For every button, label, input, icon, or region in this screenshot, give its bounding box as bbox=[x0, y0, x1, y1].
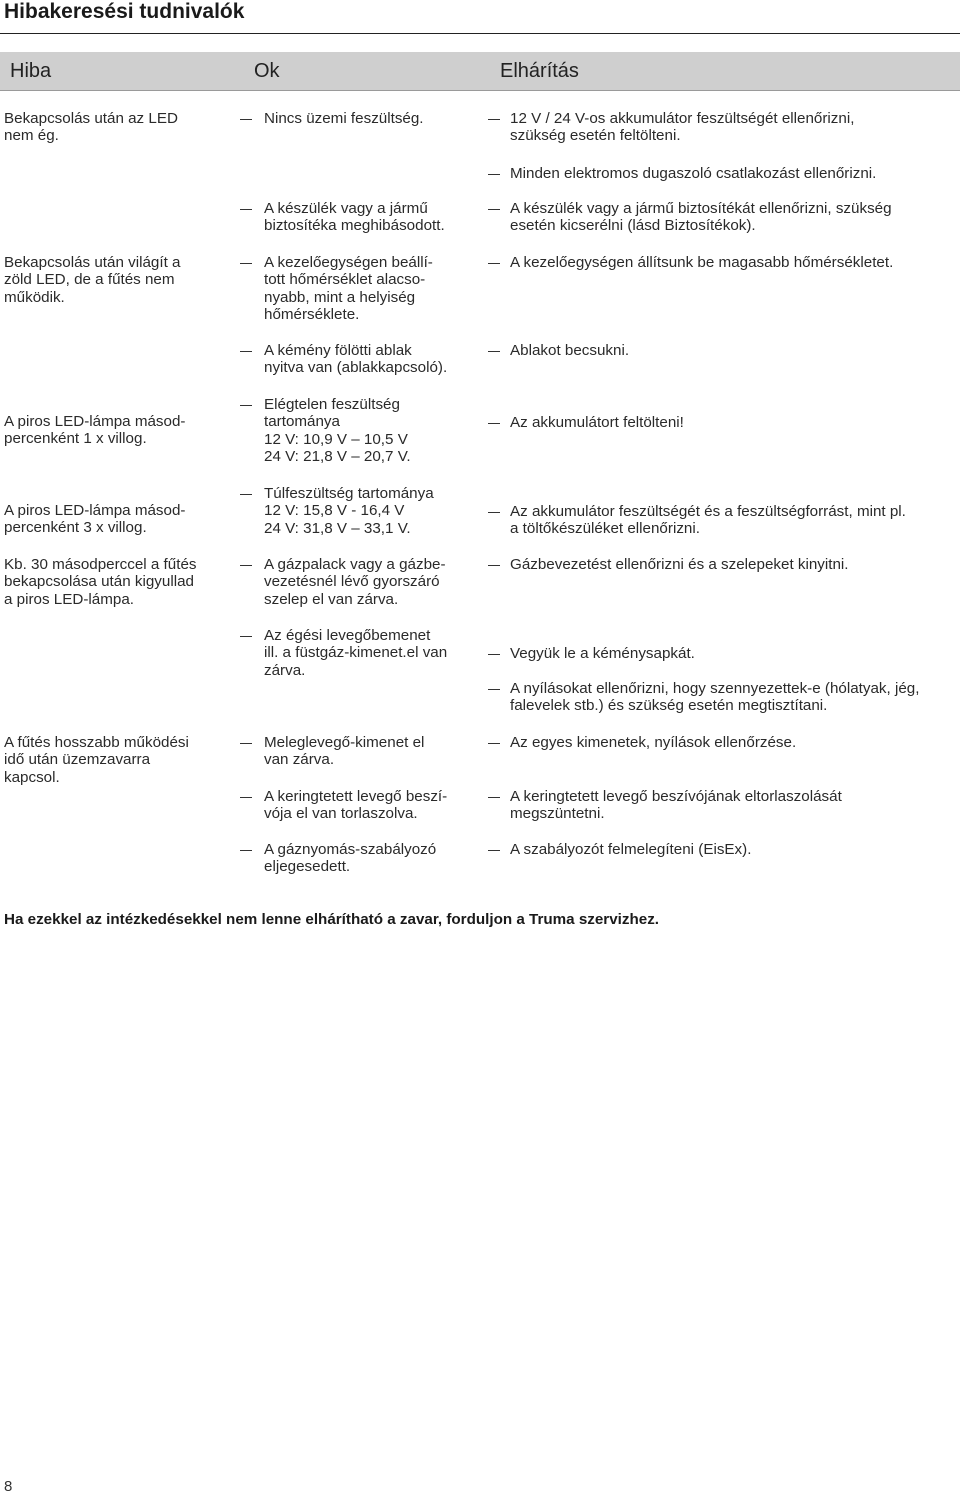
fix-close-window: Ablakot becsukni. bbox=[510, 342, 630, 359]
page-number: 8 bbox=[4, 1478, 13, 1495]
cause-setpoint-low: A kezelőegységen beállí- tott hőmérséklet alacso- nyabb, mint a helyiség hőmérséklete. bbox=[264, 254, 433, 324]
fix-check-connectors: Minden elektromos dugaszoló csatlakozást ellenőrizni. bbox=[510, 165, 877, 182]
list-dash bbox=[488, 351, 500, 352]
fix-replace-fuse: A készülék vagy a jármű biztosítékát ellenőrizni, szükség esetén kicserélni (lásd Biztosítékok). bbox=[510, 200, 892, 235]
list-dash bbox=[488, 797, 500, 798]
list-dash bbox=[488, 209, 500, 210]
list-dash bbox=[240, 263, 252, 264]
cause-no-voltage: Nincs üzemi feszültség. bbox=[264, 110, 424, 127]
fix-charge-battery: Az akkumulátort feltölteni! bbox=[510, 414, 684, 431]
cause-inlet-blocked: Az égési levegőbemenet ill. a füstgáz-kimenet.el van zárva. bbox=[264, 627, 448, 679]
list-dash bbox=[488, 654, 500, 655]
fault-shutdown-after-long-run: A fűtés hosszabb működési idő után üzemzavarra kapcsol. bbox=[4, 734, 189, 786]
list-dash bbox=[240, 636, 252, 637]
fix-check-outlets: Az egyes kimenetek, nyílások ellenőrzése. bbox=[510, 734, 797, 751]
list-dash bbox=[488, 512, 500, 513]
list-dash bbox=[240, 405, 252, 406]
fix-unblock-recirc: A keringtetett levegő beszívójának eltorlaszolását megszüntetni. bbox=[510, 788, 842, 823]
cause-undervoltage: Elégtelen feszültség tartománya 12 V: 10,9 V – 10,5 V 24 V: 21,8 V – 20,7 V. bbox=[264, 396, 411, 466]
cause-window-open: A kémény fölötti ablak nyitva van (ablakkapcsoló). bbox=[264, 342, 448, 377]
list-dash bbox=[488, 423, 500, 424]
fix-open-gas: Gázbevezetést ellenőrizni és a szelepeket kinyitni. bbox=[510, 556, 849, 573]
list-dash bbox=[240, 209, 252, 210]
cause-warm-air-closed: Meleglevegő-kimenet el van zárva. bbox=[264, 734, 425, 769]
cause-fuse-defect: A készülék vagy a jármű biztosítéka meghibásodott. bbox=[264, 200, 445, 235]
list-dash bbox=[240, 119, 252, 120]
page-title: Hibakeresési tudnivalók bbox=[4, 0, 245, 23]
fix-check-battery: 12 V / 24 V-os akkumulátor feszültségét ellenőrizni, szükség esetén feltölteni. bbox=[510, 110, 855, 145]
fault-red-led-blink-3x: A piros LED-lámpa másod- percenként 3 x villog. bbox=[4, 502, 186, 537]
list-dash bbox=[240, 565, 252, 566]
list-dash bbox=[488, 743, 500, 744]
fix-raise-setpoint: A kezelőegységen állítsunk be magasabb hőmérsékletet. bbox=[510, 254, 894, 271]
fault-red-led-after-30s: Kb. 30 másodperccel a fűtés bekapcsolása után kigyullad a piros LED-lámpa. bbox=[4, 556, 197, 608]
list-dash bbox=[240, 351, 252, 352]
title-divider bbox=[0, 33, 960, 34]
cause-regulator-frozen: A gáznyomás-szabályozó eljegesedett. bbox=[264, 841, 437, 876]
list-dash bbox=[488, 689, 500, 690]
fix-warm-regulator: A szabályozót felmelegíteni (EisEx). bbox=[510, 841, 752, 858]
header-elharitas: Elhárítás bbox=[500, 60, 579, 82]
list-dash bbox=[240, 850, 252, 851]
fix-remove-cap: Vegyük le a kéménysapkát. bbox=[510, 645, 695, 662]
list-dash bbox=[488, 263, 500, 264]
list-dash bbox=[240, 797, 252, 798]
service-note: Ha ezekkel az intézkedésekkel nem lenne elhárítható a zavar, forduljon a Truma szervizhez. bbox=[4, 911, 660, 928]
cause-overvoltage: Túlfeszültség tartománya 12 V: 15,8 V - 16,4 V 24 V: 31,8 V – 33,1 V. bbox=[264, 485, 434, 537]
list-dash bbox=[240, 743, 252, 744]
table-header bbox=[0, 52, 960, 91]
list-dash bbox=[240, 494, 252, 495]
list-dash bbox=[488, 174, 500, 175]
list-dash bbox=[488, 850, 500, 851]
fault-red-led-blink-1x: A piros LED-lámpa másod- percenként 1 x villog. bbox=[4, 413, 186, 448]
fix-clean-openings: A nyílásokat ellenőrizni, hogy szennyezettek-e (hólatyak, jég, falevelek stb.) és szükség esetén megtisztítani. bbox=[510, 680, 920, 715]
list-dash bbox=[488, 119, 500, 120]
fault-green-led-no-heat: Bekapcsolás után világít a zöld LED, de a fűtés nem működik. bbox=[4, 254, 181, 306]
cause-gas-closed: A gázpalack vagy a gázbe- vezetésnél lévő gyorszáró szelep el van zárva. bbox=[264, 556, 446, 608]
header-hiba: Hiba bbox=[10, 60, 52, 82]
header-ok: Ok bbox=[254, 60, 280, 82]
fix-check-voltage-source: Az akkumulátor feszültségét és a feszültségforrást, mint pl. a töltőkészüléket ellenőrizni. bbox=[510, 503, 906, 538]
cause-recirc-blocked: A keringtetett levegő beszí- vója el van torlaszolva. bbox=[264, 788, 448, 823]
fault-led-off: Bekapcsolás után az LED nem ég. bbox=[4, 110, 178, 145]
list-dash bbox=[488, 565, 500, 566]
